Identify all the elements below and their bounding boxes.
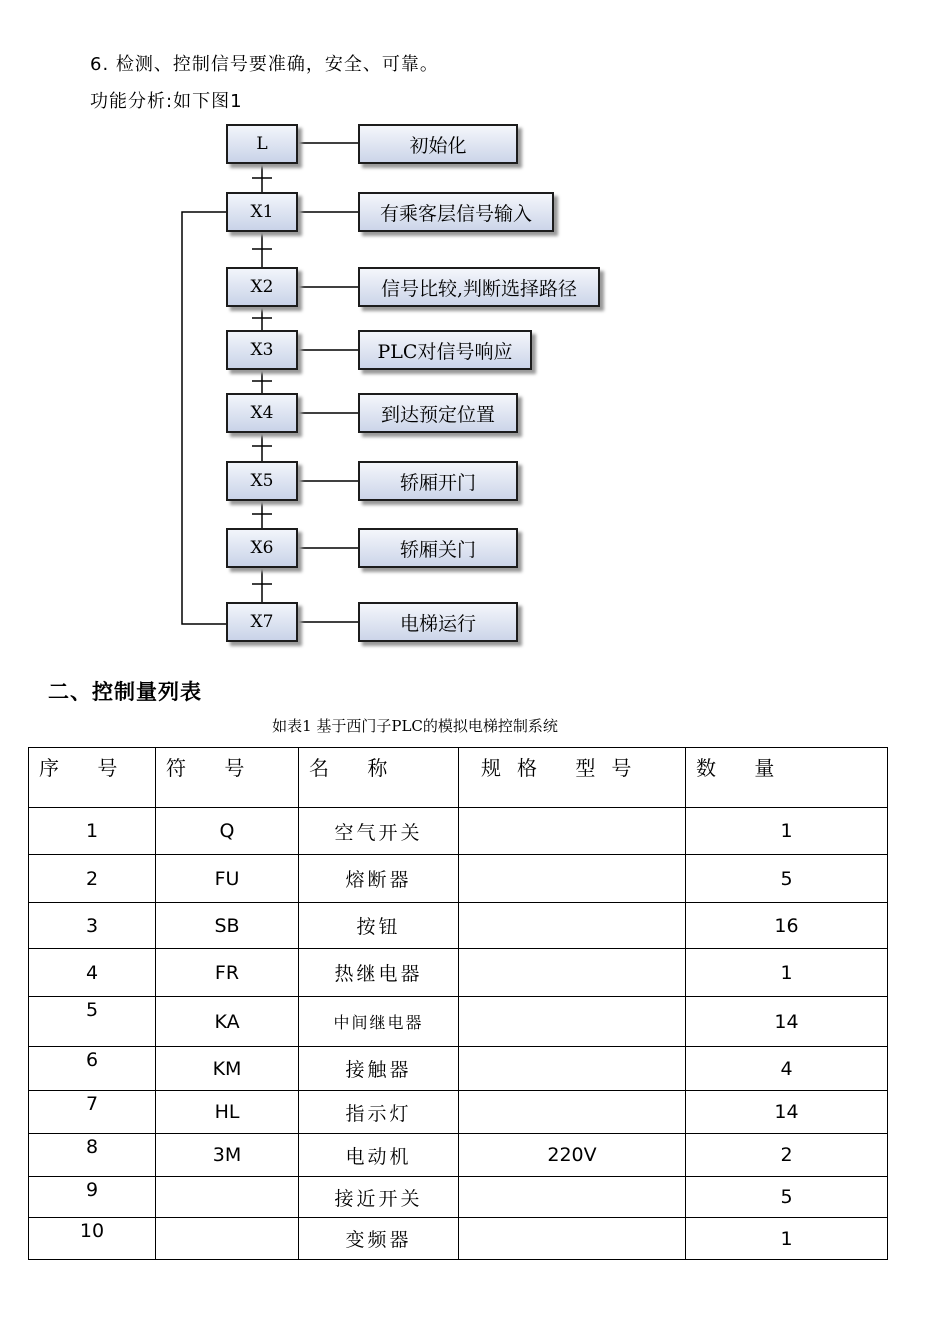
- action-elevator-run: 电梯运行: [358, 602, 518, 642]
- cell-symbol: KM: [156, 1047, 299, 1091]
- control-table: [28, 747, 888, 1260]
- action-plc-response: PLC对信号响应: [358, 330, 532, 370]
- cell-no: 2: [29, 855, 156, 903]
- cell-spec: 220V: [459, 1134, 686, 1177]
- action-compare-signal: 信号比较,判断选择路径: [358, 267, 600, 307]
- cell-qty: 1: [686, 808, 888, 855]
- cell-spec: [459, 808, 686, 855]
- cell-qty: 4: [686, 1047, 888, 1091]
- cell-name: 中间继电器: [299, 997, 459, 1047]
- cell-symbol: Q: [156, 808, 299, 855]
- cell-spec: [459, 997, 686, 1047]
- header-name: 名 称: [299, 748, 459, 808]
- cell-qty: 5: [686, 855, 888, 903]
- cell-symbol: 3M: [156, 1134, 299, 1177]
- cell-symbol: [156, 1177, 299, 1218]
- table-row: [29, 949, 888, 997]
- intro-line-1: 6. 检测、控制信号要准确，安全、可靠。: [90, 54, 439, 75]
- action-passenger-input: 有乘客层信号输入: [358, 192, 554, 232]
- cell-spec: [459, 1091, 686, 1134]
- cell-qty: 2: [686, 1134, 888, 1177]
- cell-spec: [459, 903, 686, 949]
- cell-symbol: KA: [156, 997, 299, 1047]
- cell-name: 按钮: [299, 903, 459, 949]
- step-x1: X1: [226, 192, 298, 232]
- cell-no: 1: [29, 808, 156, 855]
- header-spec: 规格 型号: [459, 748, 686, 808]
- cell-no: 5: [29, 997, 156, 1047]
- cell-name: 热继电器: [299, 949, 459, 997]
- cell-no: 7: [29, 1091, 156, 1134]
- step-x3: X3: [226, 330, 298, 370]
- action-arrive: 到达预定位置: [358, 393, 518, 433]
- table-row: [29, 1218, 888, 1260]
- action-init: 初始化: [358, 124, 518, 164]
- step-x7: X7: [226, 602, 298, 642]
- cell-no: 4: [29, 949, 156, 997]
- cell-spec: [459, 1218, 686, 1260]
- cell-spec: [459, 855, 686, 903]
- cell-qty: 14: [686, 1091, 888, 1134]
- table-row: [29, 903, 888, 949]
- header-qty: 数 量: [686, 748, 888, 808]
- action-door-close: 轿厢关门: [358, 528, 518, 568]
- cell-name: 熔断器: [299, 855, 459, 903]
- cell-no: 10: [29, 1218, 156, 1260]
- table-header-row: [29, 748, 888, 808]
- cell-symbol: HL: [156, 1091, 299, 1134]
- table-row: [29, 1134, 888, 1177]
- table-row: [29, 997, 888, 1047]
- cell-symbol: FU: [156, 855, 299, 903]
- header-no: 序 号: [29, 748, 156, 808]
- header-symbol: 符 号: [156, 748, 299, 808]
- cell-name: 接近开关: [299, 1177, 459, 1218]
- cell-spec: [459, 949, 686, 997]
- cell-symbol: [156, 1218, 299, 1260]
- table-row: [29, 1091, 888, 1134]
- cell-no: 8: [29, 1134, 156, 1177]
- step-x4: X4: [226, 393, 298, 433]
- table-caption: 如表1 基于西门子PLC的模拟电梯控制系统: [272, 717, 558, 735]
- cell-name: 指示灯: [299, 1091, 459, 1134]
- cell-no: 3: [29, 903, 156, 949]
- cell-qty: 14: [686, 997, 888, 1047]
- cell-qty: 1: [686, 1218, 888, 1260]
- cell-symbol: SB: [156, 903, 299, 949]
- table-row: [29, 855, 888, 903]
- cell-no: 9: [29, 1177, 156, 1218]
- action-door-open: 轿厢开门: [358, 461, 518, 501]
- table-row: [29, 1047, 888, 1091]
- intro-line-2: 功能分析:如下图1: [90, 91, 243, 112]
- cell-name: 变频器: [299, 1218, 459, 1260]
- cell-spec: [459, 1177, 686, 1218]
- cell-name: 接触器: [299, 1047, 459, 1091]
- cell-qty: 5: [686, 1177, 888, 1218]
- cell-symbol: FR: [156, 949, 299, 997]
- cell-qty: 1: [686, 949, 888, 997]
- table-row: [29, 1177, 888, 1218]
- step-l: L: [226, 124, 298, 164]
- step-x5: X5: [226, 461, 298, 501]
- cell-qty: 16: [686, 903, 888, 949]
- cell-no: 6: [29, 1047, 156, 1091]
- cell-spec: [459, 1047, 686, 1091]
- cell-name: 空气开关: [299, 808, 459, 855]
- section-heading: 二、控制量列表: [48, 680, 202, 704]
- cell-name: 电动机: [299, 1134, 459, 1177]
- step-x6: X6: [226, 528, 298, 568]
- table-row: [29, 808, 888, 855]
- step-x2: X2: [226, 267, 298, 307]
